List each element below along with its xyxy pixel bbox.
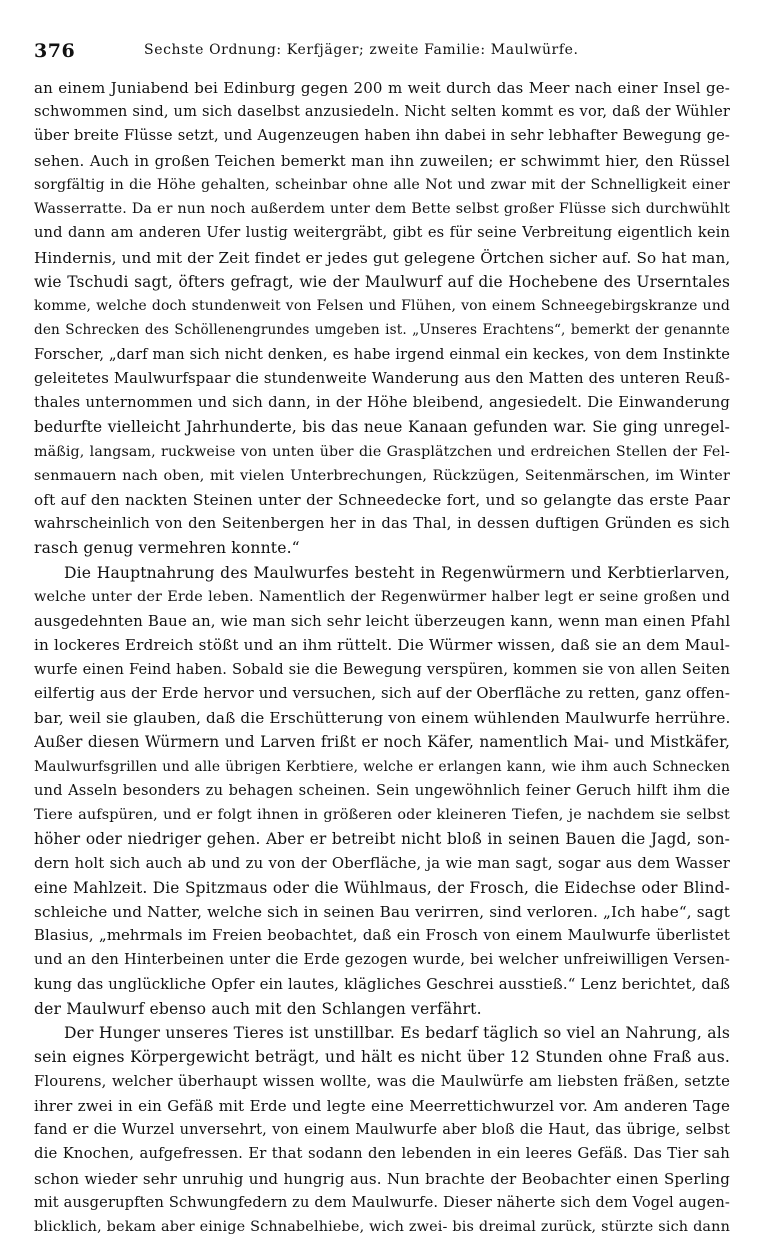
text-line: sorgfältig in die Höhe gehalten, scheinbar ohne alle Not und zwar mit der Schnelligkeit einer (34, 176, 730, 193)
text-line: Flourens, welcher überhaupt wissen wollte, was die Maulwürfe am liebsten fräßen, setzte (34, 1072, 730, 1090)
text-line: dern holt sich auch ab und zu von der Oberfläche, ja wie man sagt, sogar aus dem Wasser (34, 854, 730, 872)
text-line: kung das unglückliche Opfer ein lautes, klägliches Geschrei ausstieß.“ Lenz berichtet, daß (34, 975, 730, 993)
text-line: schon wieder sehr unruhig und hungrig aus. Nun brachte der Beobachter einen Sperling (34, 1169, 730, 1188)
text-line: senmauern nach oben, mit vielen Unterbrechungen, Rückzügen, Seitenmärschen, im Winter (34, 467, 730, 484)
text-line: wurfe einen Feind haben. Sobald sie die Bewegung verspüren, kommen sie von allen Seiten (34, 660, 730, 678)
text-line: Tiere aufspüren, und er folgt ihnen in größeren oder kleineren Tiefen, je nachdem sie selbst (34, 807, 730, 824)
text-line: Maulwurfsgrillen und alle übrigen Kerbtiere, welche er erlangen kann, wie ihm auch Schnecken (34, 758, 730, 775)
text-line: Forscher, „darf man sich nicht denken, es habe irgend einmal ein keckes, von dem Instinkte (34, 345, 730, 363)
text-line: Außer diesen Würmern und Larven frißt er noch Käfer, namentlich Mai- und Mistkäfer, (34, 733, 730, 752)
text-line: an einem Juniabend bei Edinburg gegen 200 m weit durch das Meer nach einer Insel ge- (34, 79, 730, 97)
text-line: und dann am anderen Ufer lustig weitergräbt, gibt es für seine Verbreitung eigentlich kein (34, 224, 730, 242)
text-line: wie Tschudi sagt, öfters gefragt, wie der Maulwurf auf die Hochebene des Urserntales (34, 272, 730, 291)
text-line: blicklich, bekam aber einige Schnabelhiebe, wich zwei- bis dreimal zurück, stürzte sich dann (34, 1219, 730, 1236)
text-line: mit ausgerupften Schwungfedern zu dem Maulwurfe. Dieser näherte sich dem Vogel augen- (34, 1193, 730, 1211)
body-text (34, 76, 730, 1239)
text-line: höher oder niedriger gehen. Aber er betreibt nicht bloß in seinen Bauen die Jagd, son- (34, 830, 730, 849)
text-line: über breite Flüsse setzt, und Augenzeugen haben ihn dabei in sehr lebhafter Bewegung ge- (34, 127, 730, 145)
page-number: 376 (34, 40, 76, 62)
text-line: welche unter der Erde leben. Namentlich der Regenwürmer halber legt er seine großen und (34, 588, 730, 605)
text-line: bedurfte vielleicht Jahrhunderte, bis das neue Kanaan gefunden war. Sie ging unregel- (34, 418, 730, 437)
text-line: rasch genug vermehren konnte.“ (34, 539, 300, 558)
text-line: Hindernis, und mit der Zeit findet er jedes gut gelegene Örtchen sicher auf. So hat man, (34, 248, 730, 267)
text-line: fand er die Wurzel unversehrt, von einem Maulwurfe aber bloß die Haut, das übrige, selbst (34, 1121, 730, 1139)
text-line: eine Mahlzeit. Die Spitzmaus oder die Wühlmaus, der Frosch, die Eidechse oder Blind- (34, 878, 730, 897)
text-line: mäßig, langsam, ruckweise von unten über die Grasplätzchen und erdreichen Stellen der Fel- (34, 443, 730, 460)
text-line: ihrer zwei in ein Gefäß mit Erde und legte eine Meerrettichwurzel vor. Am anderen Tage (34, 1096, 730, 1115)
text-line: in lockeres Erdreich stößt und an ihm rüttelt. Die Würmer wissen, daß sie an dem Maul- (34, 636, 730, 655)
text-line: wahrscheinlich von den Seitenbergen her in das Thal, in dessen duftigen Gründen es sich (34, 515, 730, 533)
text-line: und Asseln besonders zu behagen scheinen. Sein ungewöhnlich feiner Geruch hilft ihm die (34, 781, 730, 799)
text-line: Wasserratte. Da er nun noch außerdem unter dem Bette selbst großer Flüsse sich durchwühlt (34, 201, 730, 218)
text-line: Die Hauptnahrung des Maulwurfes besteht in Regenwürmern und Kerbtierlarven, (64, 563, 730, 582)
text-line: ausgedehnten Baue an, wie man sich sehr leicht überzeugen kann, wenn man einen Pfahl (34, 612, 730, 631)
text-line: geleitetes Maulwurfspaar die stundenweite Wanderung aus den Matten des unteren Reuß- (34, 369, 730, 387)
text-line: die Knochen, aufgefressen. Er that sodann den lebenden in ein leeres Gefäß. Das Tier sah (34, 1145, 730, 1163)
text-line: eilfertig aus der Erde hervor und versuchen, sich auf der Oberfläche zu retten, ganz offen- (34, 684, 730, 702)
text-line: der Maulwurf ebenso auch mit den Schlangen verfährt. (34, 999, 482, 1018)
text-line: und an den Hinterbeinen unter die Erde gezogen wurde, bei welcher unfreiwilligen Versen- (34, 951, 730, 969)
text-line: Blasius, „mehrmals im Freien beobachtet, daß ein Frosch von einem Maulwurfe überlistet (34, 927, 730, 945)
text-line: schwommen sind, um sich daselbst anzusiedeln. Nicht selten kommt es vor, daß der Wühler (34, 103, 730, 121)
text-line: oft auf den nackten Steinen unter der Schneedecke fort, und so gelangte das erste Paar (34, 490, 730, 509)
text-line: bar, weil sie glauben, daß die Erschütterung von einem wühlenden Maulwurfe herrühre. (34, 709, 730, 728)
text-line: Der Hunger unseres Tieres ist unstillbar. Es bedarf täglich so viel an Nahrung, als (64, 1024, 730, 1043)
text-line: sehen. Auch in großen Teichen bemerkt man ihn zuweilen; er schwimmt hier, den Rüssel (34, 151, 730, 170)
text-line: komme, welche doch stundenweit von Felsen und Flühen, von einem Schneegebirgskranze und (34, 298, 730, 315)
page-header (34, 40, 730, 66)
running-head: Sechste Ordnung: Kerfjäger; zweite Familie: Maulwürfe. (144, 42, 579, 58)
text-line: schleiche und Natter, welche sich in seinen Bau verirren, sind verloren. „Ich habe“, sagt (34, 902, 730, 921)
text-line: sein eignes Körpergewicht beträgt, und hält es nicht über 12 Stunden ohne Fraß aus. (34, 1048, 730, 1067)
text-line: thales unternommen und sich dann, in der Höhe bleibend, angesiedelt. Die Einwanderung (34, 394, 730, 412)
text-line: den Schrecken des Schöllenengrundes umgeben ist. „Unseres Erachtens“, bemerkt der genannte (34, 322, 730, 339)
